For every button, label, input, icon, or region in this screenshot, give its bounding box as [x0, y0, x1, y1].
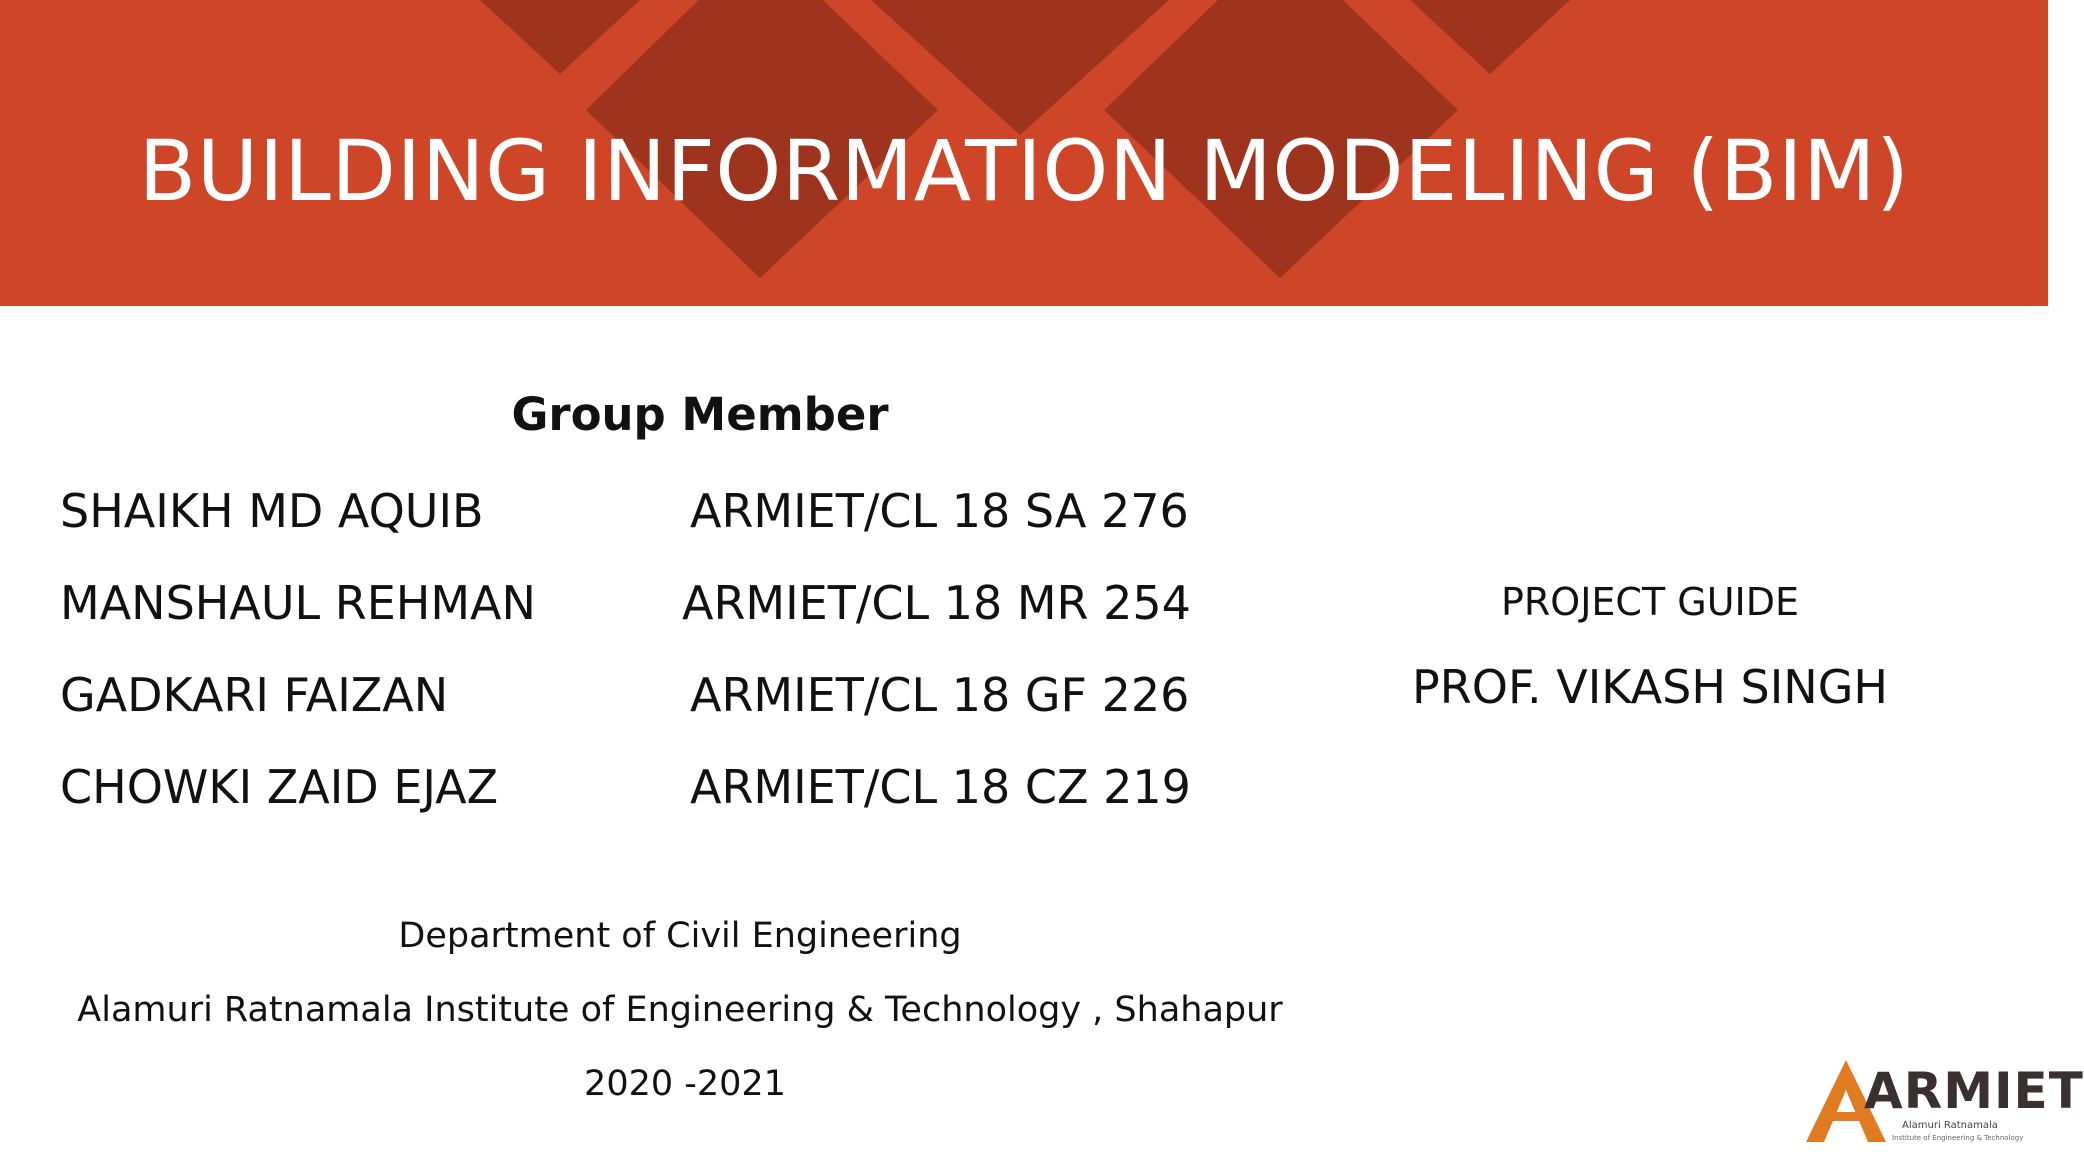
member-id: ARMIET/CL 18 GF 226 — [690, 668, 1190, 722]
member-id: ARMIET/CL 18 SA 276 — [690, 484, 1189, 538]
armiet-logo — [1806, 1060, 2084, 1146]
member-id: ARMIET/CL 18 CZ 219 — [690, 760, 1191, 814]
banner-diamond — [480, 0, 640, 74]
member-name: SHAIKH MD AQUIB — [60, 484, 484, 538]
academic-years: 2020 -2021 — [584, 1064, 786, 1104]
group-member-heading: Group Member — [511, 388, 889, 441]
member-name: MANSHAUL REHMAN — [60, 576, 536, 630]
member-name: CHOWKI ZAID EJAZ — [60, 760, 499, 814]
project-guide-name: PROF. VIKASH SINGH — [1412, 660, 1888, 714]
banner-diamond — [1410, 0, 1570, 74]
logo-subtitle-secondary: Institute of Engineering & Technology — [1892, 1134, 2024, 1142]
member-name: GADKARI FAIZAN — [60, 668, 449, 722]
institute-name: Alamuri Ratnamala Institute of Engineering & Technology , Shahapur — [77, 990, 1283, 1030]
department-name: Department of Civil Engineering — [398, 916, 962, 956]
title-banner — [0, 0, 2048, 306]
logo-wordmark: ARMIET — [1864, 1062, 2084, 1120]
logo-subtitle: Alamuri Ratnamala — [1902, 1120, 1998, 1131]
member-id: ARMIET/CL 18 MR 254 — [682, 576, 1191, 630]
slide-title: BUILDING INFORMATION MODELING (BIM) — [138, 122, 1910, 220]
project-guide-label: PROJECT GUIDE — [1500, 580, 1799, 624]
